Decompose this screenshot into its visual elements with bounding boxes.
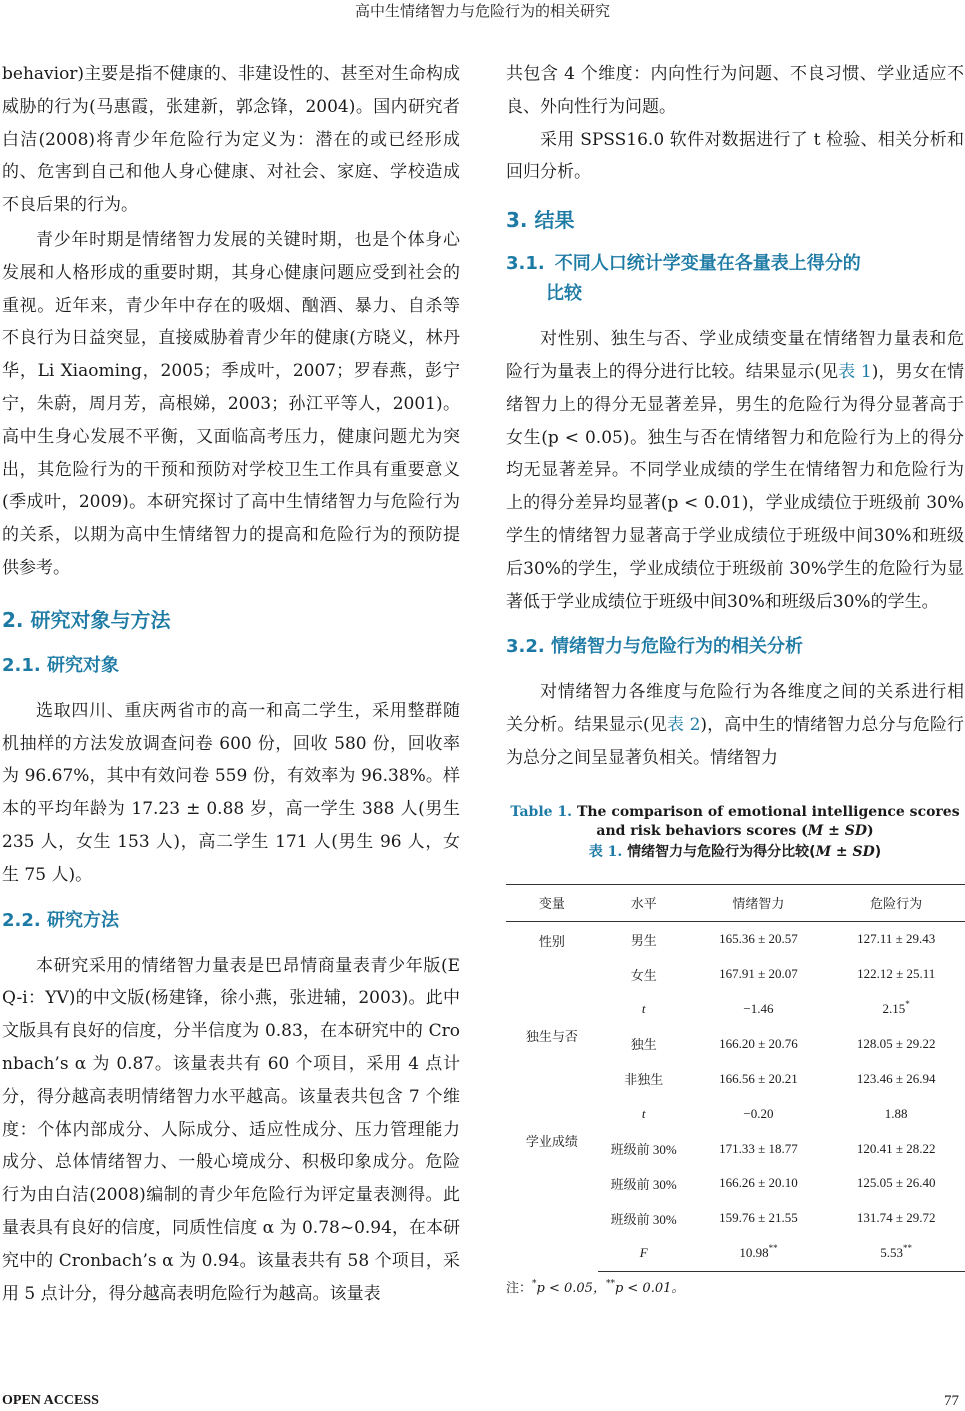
running-head: 高中生情绪智力与危险行为的相关研究 xyxy=(354,2,610,20)
left-column xyxy=(2,58,460,1310)
value: 5.53 xyxy=(880,1245,904,1261)
paragraph: 青少年时期是情绪智力发展的关键时期，也是个体身心发展和人格形成的重要时期，其身心健康问题应受到社会的重视。近年来，青少年中存在的吸烟、酗酒、暴力、自杀等不良行为日益突显，直接威胁着青少年的健康(方晓义，林丹华，Li Xiaoming，2005；季成叶，2007；罗春燕，彭宁宁，朱蔚，周月芳，高根娣，2003；孙江平等人，2001)。高中生身心发展不平衡，又面临高考压力，健康问题尤为突出，其危险行为的干预和预防对学校卫生工作具有重要意义(季成叶，2009)。本研究探讨了高中生情绪智力与危险行为的关系，以期为高中生情绪智力的提高和危险行为的预防提供参考。 xyxy=(2,229,460,578)
subsection-number: 3.1. xyxy=(506,253,545,275)
text-run: )，男女在情绪智力上的得分无显著差异，男生的危险行为得分显著高于女生(p < 0.05)。独生与否在情绪智力和危险行为上的得分均无显著差异。不同学业成绩的学生在情绪智力和危险行为上的得分差异均显著(p < 0.01)，学业成绩位于班级前 30%学生的情绪智力显著高于学业成绩位于班级中间30%和班级后30%的学生，学业成绩位于班级前 30%学生的危险行为显著低于学业成绩位于班级中间30%和班级后30%的学生。 xyxy=(506,361,964,612)
cell-ei: 159.76 ± 21.55 xyxy=(719,1210,798,1226)
cell-level: F xyxy=(598,1236,690,1271)
caption-stat: M ± SD xyxy=(807,822,867,839)
col-header: 情绪智力 xyxy=(690,884,828,921)
significance-mark: ** xyxy=(768,1243,778,1254)
cell-risk: 122.12 ± 25.11 xyxy=(857,966,936,982)
subsection-title: 不同人口统计学变量在各量表上得分的 xyxy=(554,253,861,275)
table-1-block xyxy=(506,803,964,1299)
paragraph xyxy=(506,676,964,774)
caption-text: 情绪智力与危险行为得分比较( xyxy=(627,843,816,860)
cell-level: t xyxy=(641,1000,646,1016)
paragraph: 选取四川、重庆两省市的高一和高二学生，采用整群随机抽样的方法发放调查问卷 600 份，回收 580 份，回收率为 96.67%，其中有效问卷 559 份，有效率为 96.38%。样本的平均年龄为 17.23 ± 0.88 岁，高一学生 388 人(男生 235 人，女生 153 人)，高二学生 171 人(男生 96 人，女生 75 人)。 xyxy=(2,700,460,885)
table-label: Table 1. xyxy=(510,803,573,820)
text-run: 对情绪智力各维度与危险行为各维度之间的关系进行相关分析。结果显示(见 xyxy=(506,682,964,736)
section-heading: 3. 结果 xyxy=(506,208,575,233)
cell-risk: 127.11 ± 29.43 xyxy=(857,931,936,947)
subsection-heading xyxy=(506,249,964,309)
cell-risk: 120.41 ± 28.22 xyxy=(856,1140,936,1156)
table-2-link[interactable]: 表 2 xyxy=(666,715,701,736)
value: 2.15 xyxy=(882,1000,906,1016)
subsection-title-cont: 比较 xyxy=(546,283,582,305)
group-label: 性别 xyxy=(538,933,565,949)
cell-ei xyxy=(690,1236,828,1271)
subsection-heading: 2.2. 研究方法 xyxy=(2,909,119,931)
table-caption-en xyxy=(506,803,964,841)
cell-level: 非独生 xyxy=(624,1072,664,1088)
cell-risk: 128.05 ± 29.22 xyxy=(856,1035,936,1051)
subsection-heading: 3.2. 情绪智力与危险行为的相关分析 xyxy=(506,636,803,658)
cell-ei: 165.36 ± 20.57 xyxy=(719,931,798,947)
page-number: 77 xyxy=(944,1393,959,1409)
cell-level: 班级前 30% xyxy=(610,1211,677,1227)
subsection-heading: 2.1. 研究对象 xyxy=(2,654,119,676)
note-text: p < 0.01。 xyxy=(614,1280,685,1296)
table-1 xyxy=(506,884,965,1272)
significance-mark: * xyxy=(905,998,910,1009)
paragraph: 本研究采用的情绪智力量表是巴昂情商量表青少年版(EQ-i：YV)的中文版(杨建锋，徐小燕，张进辅，2003)。此中文版具有良好的信度，分半信度为 0.83，在本研究中的 Cronbach’s α 为 0.87。该量表共有 60 个项目，采用 4 点计分，得分越高表明情绪智力水平越高。该量表共包含 7 个维度：个体内部成分、人际成分、适应性成分、压力管理能力成分、总体情绪智力、一般心境成分、积极印象成分。危险行为由白洁(2008)编制的青少年危险行为评定量表测得。此量表具有良好的信度，同质性信度 α 为 0.78~0.94，在本研究中的 Cronbach’s α 为 0.94。该量表共有 58 个项目，采用 5 点计分，得分越高表明危险行为越高。该量表 xyxy=(2,955,460,1304)
cell-risk: 131.74 ± 29.72 xyxy=(856,1210,936,1226)
caption-text: The comparison of emotional intelligence scores and risk behaviors scores ( xyxy=(576,803,960,839)
significance-mark: ** xyxy=(903,1243,913,1254)
table-note xyxy=(506,1279,964,1299)
cell-ei: −0.20 xyxy=(743,1105,774,1121)
note-mark: * xyxy=(532,1278,537,1289)
section-heading: 2. 研究对象与方法 xyxy=(2,607,171,632)
table-row xyxy=(506,1131,965,1166)
cell-ei: −1.46 xyxy=(743,1000,774,1016)
cell-ei: 166.20 ± 20.76 xyxy=(719,1035,798,1051)
table-1-link[interactable]: 表 1 xyxy=(838,361,872,382)
cell-risk xyxy=(827,992,965,1027)
cell-level: 独生 xyxy=(630,1037,657,1053)
text-run: )，高中生的情绪智力总分与危险行为总分之间呈显著负相关。情绪智力 xyxy=(506,715,964,768)
caption-close: ) xyxy=(874,843,882,860)
cell-level: 男生 xyxy=(630,932,657,948)
note-prefix: 注： xyxy=(506,1280,533,1296)
table-row xyxy=(506,1026,965,1061)
cell-risk: 125.05 ± 26.40 xyxy=(856,1175,936,1191)
cell-level: 班级前 30% xyxy=(610,1176,677,1192)
table-label: 表 1. xyxy=(588,843,623,860)
cell-ei: 166.56 ± 20.21 xyxy=(719,1070,798,1086)
right-column xyxy=(506,58,964,1299)
cell-risk: 1.88 xyxy=(884,1105,908,1121)
note-mark: ** xyxy=(605,1278,615,1289)
table-caption-cn xyxy=(506,843,964,862)
group-label: 学业成绩 xyxy=(525,1134,578,1150)
value: 10.98 xyxy=(739,1245,769,1261)
col-header: 变量 xyxy=(506,884,598,921)
note-text: p < 0.05， xyxy=(536,1280,606,1296)
paragraph xyxy=(506,323,964,618)
cell-level: 女生 xyxy=(630,967,657,983)
text-run: 对性别、独生与否、学业成绩变量在情绪智力量表和危险行为量表上的得分进行比较。结果显示(见 xyxy=(506,329,964,382)
paragraph: 共包含 4 个维度：内向性行为问题、不良习惯、学业适应不良、外向性行为问题。 xyxy=(506,64,964,117)
open-access-label: OPEN ACCESS xyxy=(2,1393,99,1408)
caption-stat: M ± SD xyxy=(815,843,875,860)
cell-ei: 171.33 ± 18.77 xyxy=(719,1140,798,1156)
caption-close: ) xyxy=(866,822,874,839)
group-label: 独生与否 xyxy=(525,1029,578,1045)
col-header: 危险行为 xyxy=(827,884,965,921)
table-row xyxy=(506,921,965,956)
cell-risk xyxy=(827,1236,965,1271)
paragraph: 采用 SPSS16.0 软件对数据进行了 t 检验、相关分析和回归分析。 xyxy=(506,129,964,183)
paragraph: behavior)主要是指不健康的、非建设性的、甚至对生命构成威胁的行为(马惠霞，张建新，郭念锋，2004)。国内研究者白洁(2008)将青少年危险行为定义为：潜在的或已经形成的、危害到自己和他人身心健康、对社会、家庭、学校造成不良后果的行为。 xyxy=(2,64,460,216)
cell-ei: 166.26 ± 20.10 xyxy=(719,1175,798,1191)
cell-level: t xyxy=(641,1105,646,1121)
cell-level: 班级前 30% xyxy=(610,1142,677,1158)
table-header-row xyxy=(506,884,965,921)
cell-ei: 167.91 ± 20.07 xyxy=(719,966,798,982)
col-header: 水平 xyxy=(598,884,690,921)
cell-risk: 123.46 ± 26.94 xyxy=(856,1070,936,1086)
